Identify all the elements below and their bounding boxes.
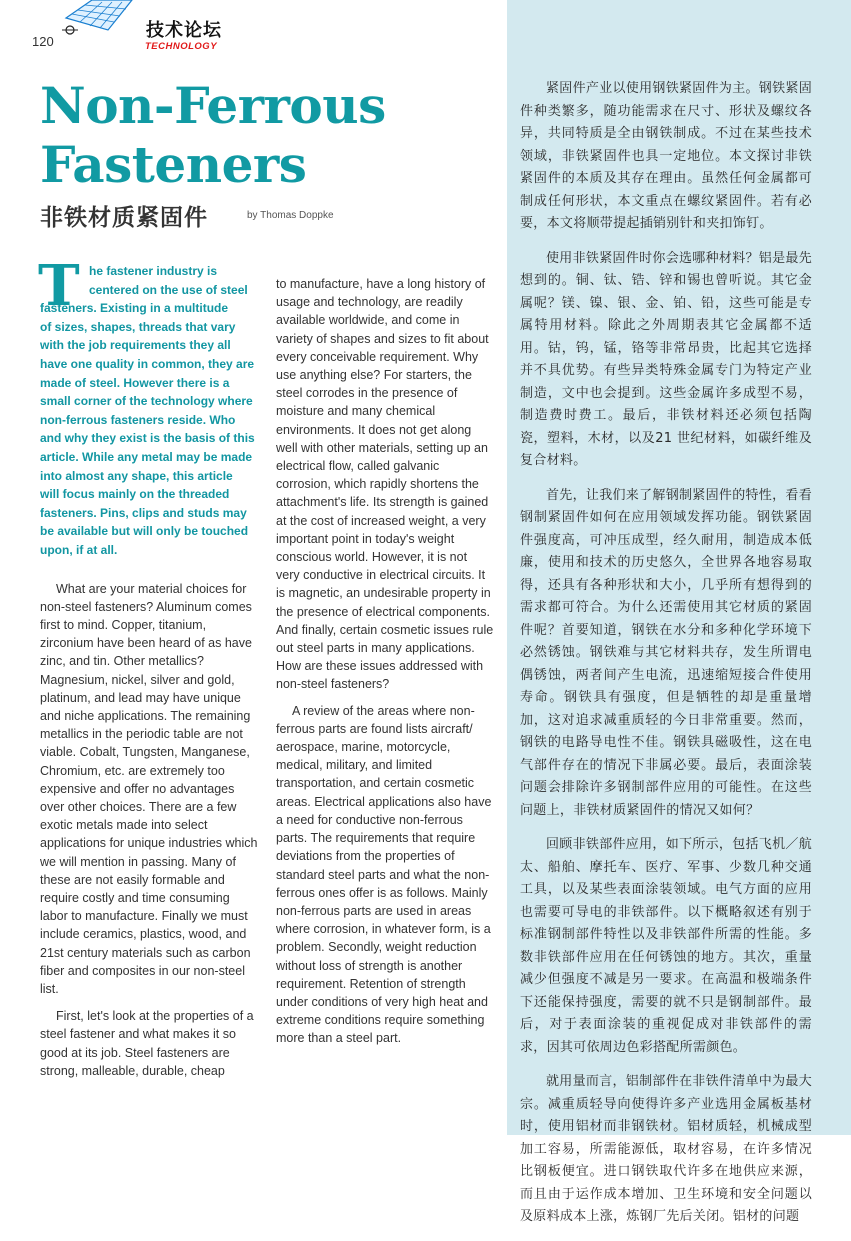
lead-line: fasteners. Existing in a multitude: [40, 301, 229, 316]
body-paragraph: A review of the areas where non-ferrous parts are found lists aircraft/ aerospace, marine, motorcycle, medical, military, and limited transportation, and certain cosmetic areas. Electrical applications also have a need for conductive non-ferrous parts. The requirements that require deviations from the properties of standard steel parts and what the non-ferrous ones offer is as follows. Mainly non-ferrous parts are used in areas where corrosion, in whatever form, is a problem. Secondly, weight reduction without loss of strength is another requirement. Retention of strength under conditions of very high heat and extreme conditions require something more than a steel part.: [276, 703, 492, 1046]
lead-line: non-ferrous fasteners reside. Who: [40, 412, 236, 427]
blueprint-grid-icon: [58, 0, 138, 36]
cn-paragraph: 回顾非铁部件应用，如下所示，包括飞机／航太、船舶、摩托车、医疗、军事、少数几种交通工具，以及某些表面涂装领域。电气方面的应用也需要可导电的非铁部件。以下概略叙述有别于标准钢制部件特性以及非铁部件所需的性能。多数非铁部件应用在任何锈蚀的地方。其次，重量减少但强度不减是另一要求。在高温和极端条件下还能保持强度，需要的就不只是钢制部件。最后，对于表面涂装的重视促成对非铁部件的需求，因其可依周边色彩搭配所需颜色。: [520, 837, 813, 1055]
section-label-cn: 技术论坛: [146, 20, 222, 41]
chinese-column: [520, 78, 812, 1241]
cn-paragraph: 使用非铁紧固件时你会选哪种材料？铝是最先想到的。铜、钛、锆、锌和锡也曾听说。其它金属呢？镁、镍、银、金、铂、铅，这些可能是专属特用材料。除此之外周期表其它金属都不适用。钴，钨，锰，铬等非常昂贵，比起其它选择并不具优势。有些异类特殊金属专门为特定产业制造，文中也会提到。这些金属许多成型不易，制造费时费工。最后，非铁材料还必须包括陶瓷，塑料，木材，以及21 世纪材料，如碳纤维及复合材料。: [520, 250, 813, 468]
lead-line: fasteners. Pins, clips and studs may: [40, 505, 247, 520]
lead-line: and why they exist is the basis of this: [40, 431, 255, 446]
lead-line: into almost any shape, this article: [40, 468, 233, 483]
cn-paragraph: 紧固件产业以使用钢铁紧固件为主。钢铁紧固件种类繁多，随功能需求在尺寸、形状及螺纹各异，共同特质是全由钢铁制成。不过在某些技术领域，非铁紧固件也具一定地位。本文探讨非铁紧固件的本质及其存在理由。虽然任何金属都可制成任何形状，本文重点在螺纹紧固件。若有必要，本文将顺带提起插销别针和夹扣饰钉。: [520, 81, 813, 231]
body-paragraph: First, let's look at the properties of a steel fastener and what makes it so good at its job. Steel fasteners are strong, malleable, durable, cheap: [40, 1009, 254, 1078]
lead-line: of sizes, shapes, threads that vary: [40, 319, 236, 334]
title-line: Fasteners: [40, 135, 307, 194]
cn-paragraph: 首先，让我们来了解钢制紧固件的特性，看看钢制紧固件如何在应用领域发挥功能。钢铁紧固件强度高，可冲压成型，经久耐用，制造成本低廉，使用和技术的历史悠久，全世界各地容易取得，还具有各种形状和大小，几乎所有想得到的需求都可符合。为什么还需使用其它材质的紧固件呢？首要知道，钢铁在水分和多种化学环境下必然锈蚀。钢铁难与其它材料共存，发生所谓电偶锈蚀，两者间产生电流，迅速缩短接合件使用寿命。钢铁具有强度，但是牺牲的却是重量增加，这对追求减重质轻的今日非常重要。然而，钢铁的电路导电性不佳。钢铁具磁吸性，这在电气部件存在的情况下非属必要。最后，表面涂装问题会排除许多钢制部件应用的可能性。在这些问题上，非铁材质紧固件的情况又如何？: [520, 487, 813, 818]
lead-line: small corner of the technology where: [40, 394, 253, 409]
lead-line: have one quality in common, they are: [40, 356, 255, 371]
body-paragraph: to manufacture, have a long history of usage and technology, are readily available worldwide, and come in variety of shapes and sizes to fit about every conceivable requirement. Why use anything else? For starters, the steel corrodes in the presence of moisture and many chemical environments. It does not get along well with other materials, setting up an electrical flow, called galvanic corrosion, which rapidly shortens the attachment's life. Its strength is gained at the cost of increased weight, a very important point in today's weight conscious world. However, it is not very conductive in electrical circuits. It is magnetic, an undesirable property in the presence of electrical components. And finally, certain cosmetic issues rule out steel parts in many applications. How are these issues addressed with non-steel fasteners?: [276, 277, 494, 692]
lead-line: will focus mainly on the threaded: [40, 487, 230, 502]
lead-line: centered on the use of steel: [89, 282, 248, 297]
body-paragraph: What are your material choices for non-steel fasteners? Aluminum comes first to mind. Copper, titanium, zirconium have been heard of as have zinc, and tin. Other metallics? Magnesium, nickel, silver and gold, platinum, and lead may have unique and niche applications. The remaining metallics in the periodic table are not viable. Cobalt, Tungsten, Manganese, Chromium, etc. are extremely too expensive and offer no advantages over other choices. There are a few exotic metals made into select applications for unique industries which we will mention in passing. Many of these are not easily formable and require costly and time consuming labor to manufacture. Finally we must include ceramics, plastics, wood, and 21st century materials such as carbon fiber and composites in our non-steel list.: [40, 581, 258, 996]
lead-line: with the job requirements they all: [40, 338, 231, 353]
byline: by Thomas Doppke: [247, 210, 334, 221]
section-label-en: TECHNOLOGY: [145, 41, 218, 52]
article-title: [40, 76, 386, 194]
article-subtitle-cn: 非铁材质紧固件: [40, 205, 208, 231]
lead-line: be available but will only be touched: [40, 524, 249, 539]
lead-line: he fastener industry is: [89, 264, 218, 278]
english-column-2: [276, 275, 494, 1056]
title-line: Non-Ferrous: [40, 76, 386, 135]
cn-paragraph: 就用量而言，铝制部件在非铁件清单中为最大宗。减重质轻导向使得许多产业选用金属板基材时，使用铝材而非钢铁材。铝材质轻，机械成型加工容易，所需能源低，取材容易，在许多情况比钢板便宜。进口钢铁取代许多在地供应来源，而且由于运作成本增加、卫生环境和安全问题以及原料成本上涨，炼钢厂先后关闭。铝材的问题: [520, 1074, 813, 1224]
drop-cap: T: [38, 253, 80, 319]
lead-line: made of steel. However there is a: [40, 375, 230, 390]
lead-paragraph: [38, 253, 258, 560]
lead-line: upon, if at all.: [40, 542, 118, 557]
lead-line: article. While any metal may be made: [40, 449, 253, 464]
page-number: 120: [32, 34, 54, 49]
english-column-1: [38, 253, 258, 1089]
